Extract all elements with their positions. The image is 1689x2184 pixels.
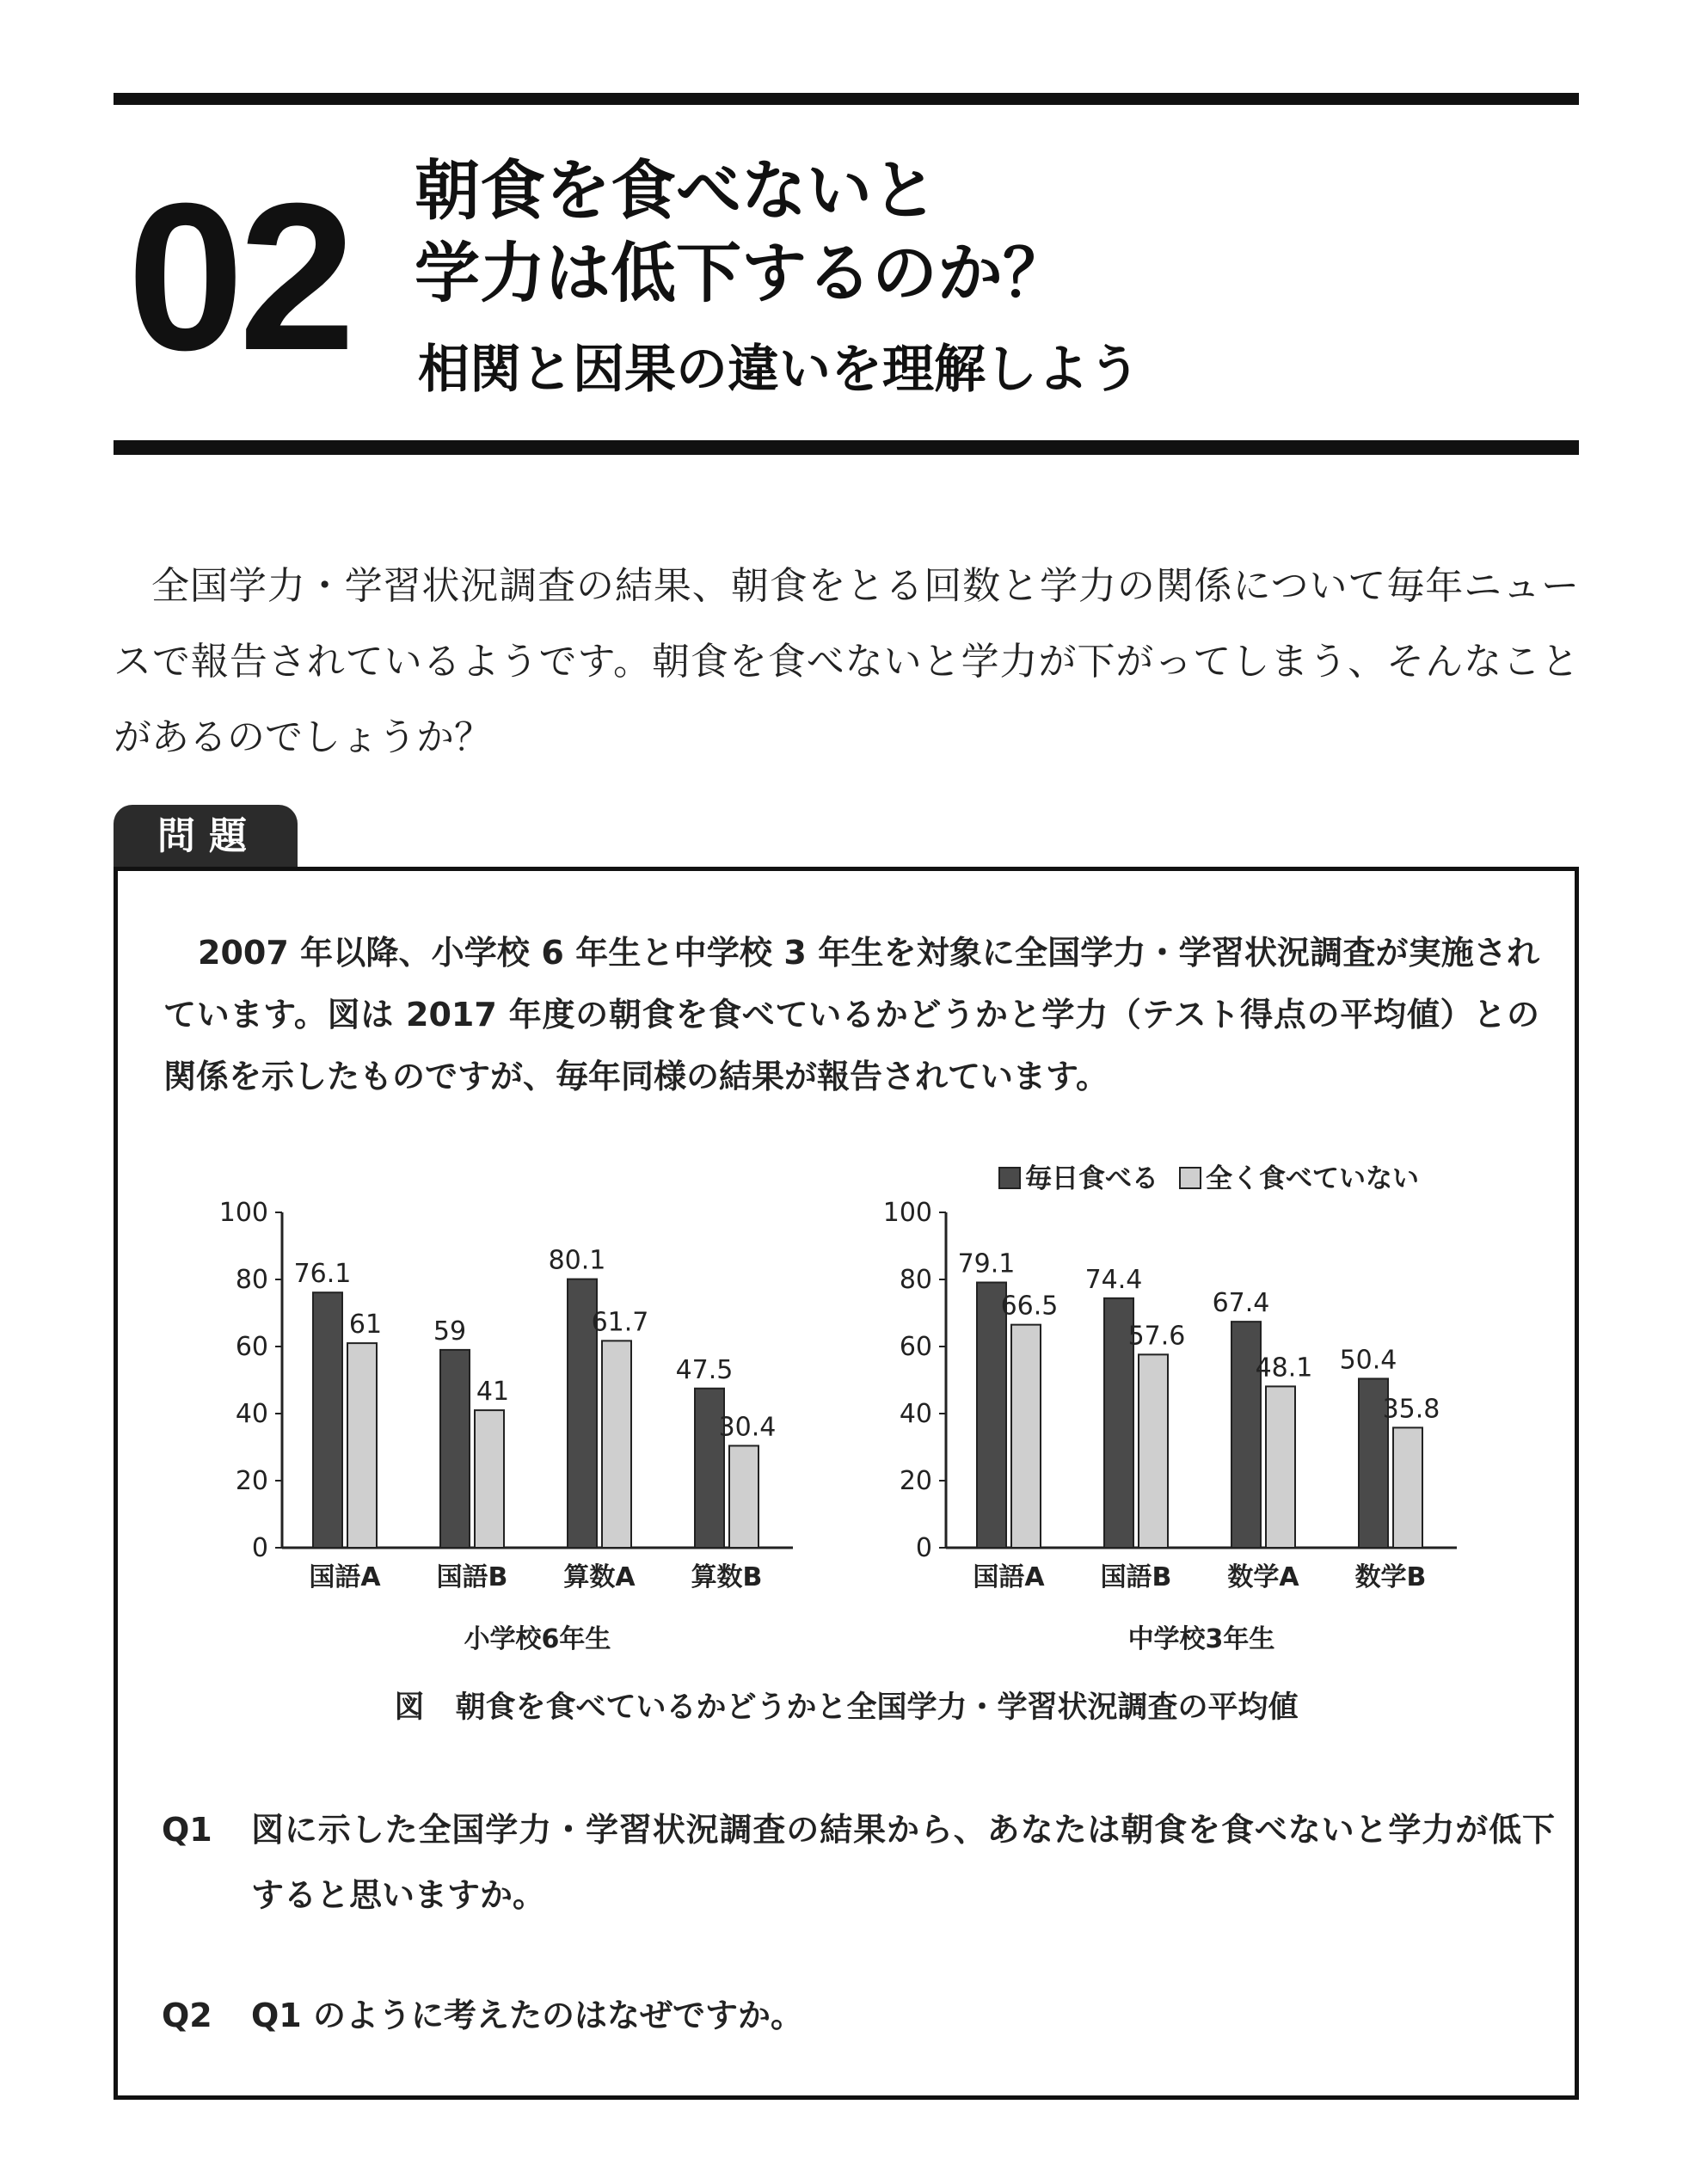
problem-tab: 問題	[114, 805, 298, 868]
legend-swatch-1	[999, 1168, 1020, 1188]
chart-1-value-label: 59	[433, 1316, 467, 1347]
chart-1-category-label: 算数B	[691, 1562, 763, 1592]
chart-1-category-label: 算数A	[563, 1562, 636, 1592]
chart-1-bar	[347, 1343, 377, 1548]
chart-1-bar	[729, 1445, 759, 1548]
question-1	[162, 1797, 1555, 1928]
chart-1-bar	[313, 1292, 342, 1548]
chapter-title	[415, 150, 1068, 315]
chart-2-value-label: 57.6	[1127, 1321, 1186, 1352]
legend-swatch-2	[1180, 1168, 1201, 1188]
chart-2-tick-label: 80	[899, 1265, 932, 1295]
chapter-title-line-2: 学力は低下するのか？	[415, 235, 1068, 311]
question-1-number: Q1	[162, 1811, 212, 1849]
question-2-number: Q2	[162, 1997, 212, 2034]
chart-2-tick-label: 100	[882, 1198, 932, 1228]
breakfast-score-charts	[129, 1152, 1539, 1668]
chart-1-value-label: 76.1	[293, 1259, 352, 1290]
chart-1-category-label: 国語A	[309, 1562, 381, 1592]
chart-2-tick-label: 40	[899, 1399, 932, 1429]
chart-2-subtitle: 中学校3年生	[1127, 1624, 1275, 1654]
legend-label-1: 毎日食べる	[1025, 1163, 1158, 1194]
figure-label: 図	[394, 1690, 425, 1725]
chart-2-bar	[1011, 1325, 1041, 1548]
chart-2-value-label: 67.4	[1212, 1288, 1270, 1319]
chart-1-value-label: 41	[476, 1377, 510, 1408]
chapter-number: 02	[127, 159, 351, 394]
chapter-title-line-1: 朝食を食べないと	[415, 152, 937, 229]
chart-1-bar	[475, 1410, 504, 1548]
question-2-text: Q1 のように考えたのはなぜですか。	[251, 1997, 803, 2034]
chart-1-tick-label: 80	[235, 1265, 268, 1295]
chart-1-value-label: 61.7	[591, 1307, 649, 1338]
chart-2-bar	[977, 1283, 1006, 1548]
chart-2-value-label: 79.1	[957, 1248, 1016, 1279]
figure-caption-text: 朝食を食べているかどうかと全国学力・学習状況調査の平均値	[455, 1690, 1299, 1725]
chart-2-category-label: 数学A	[1227, 1562, 1299, 1592]
chart-2-category-label: 国語A	[973, 1562, 1045, 1592]
chart-1-subtitle: 小学校6年生	[464, 1624, 611, 1654]
chart-1-tick-label: 0	[251, 1533, 268, 1563]
chart-1-tick-label: 20	[235, 1466, 268, 1496]
chart-1-bar	[440, 1350, 470, 1548]
chart-2-bar	[1139, 1354, 1168, 1548]
chart-2-category-label: 国語B	[1100, 1562, 1172, 1592]
chart-1-category-label: 国語B	[436, 1562, 508, 1592]
chart-2-tick-label: 0	[915, 1533, 932, 1563]
chart-2-category-label: 数学B	[1354, 1562, 1427, 1592]
chart-1-value-label: 30.4	[718, 1412, 777, 1443]
chart-2-tick-label: 20	[899, 1466, 932, 1496]
chart-2-value-label: 35.8	[1382, 1394, 1440, 1425]
chart-1-bar	[602, 1340, 631, 1548]
intro-paragraph: 全国学力・学習状況調査の結果、朝食をとる回数と学力の関係について毎年ニュースで報告されているようです。朝食を食べないと学力が下がってしまう、そんなことがあるのでしょうか？	[114, 564, 1579, 759]
bottom-rule	[114, 440, 1579, 455]
chart-1-tick-label: 60	[235, 1332, 268, 1362]
chart-2-value-label: 48.1	[1255, 1353, 1313, 1383]
chart-2-tick-label: 60	[899, 1332, 932, 1362]
question-1-text: 図に示した全国学力・学習状況調査の結果から、あなたは朝食を食べないと学力が低下すると思いますか。	[251, 1811, 1555, 1914]
top-rule	[114, 93, 1579, 105]
problem-text: 2007 年以降、小学校 6 年生と中学校 3 年生を対象に全国学力・学習状況調査が実施されています。図は 2017 年度の朝食を食べているかどうかと学力（テスト得点の平均値）との関係を示したものですが、毎年同様の結果が報告されています。	[163, 934, 1539, 1095]
chart-1-value-label: 61	[348, 1310, 383, 1340]
legend-label-2: 全く食べていない	[1206, 1163, 1419, 1194]
question-2	[162, 1983, 1555, 2048]
chart-2-bar	[1393, 1427, 1422, 1548]
chart-2-value-label: 50.4	[1339, 1345, 1397, 1376]
chart-1-value-label: 80.1	[548, 1245, 606, 1276]
chart-2-value-label: 66.5	[1000, 1291, 1059, 1322]
chart-1-tick-label: 100	[218, 1198, 268, 1228]
chart-1-value-label: 47.5	[675, 1354, 734, 1385]
chart-2-bar	[1266, 1386, 1295, 1548]
chapter-subtitle: 相関と因果の違いを理解しよう	[418, 340, 1140, 400]
figure-caption	[114, 1687, 1579, 1728]
chart-1-tick-label: 40	[235, 1399, 268, 1429]
chart-2-value-label: 74.4	[1084, 1264, 1143, 1295]
